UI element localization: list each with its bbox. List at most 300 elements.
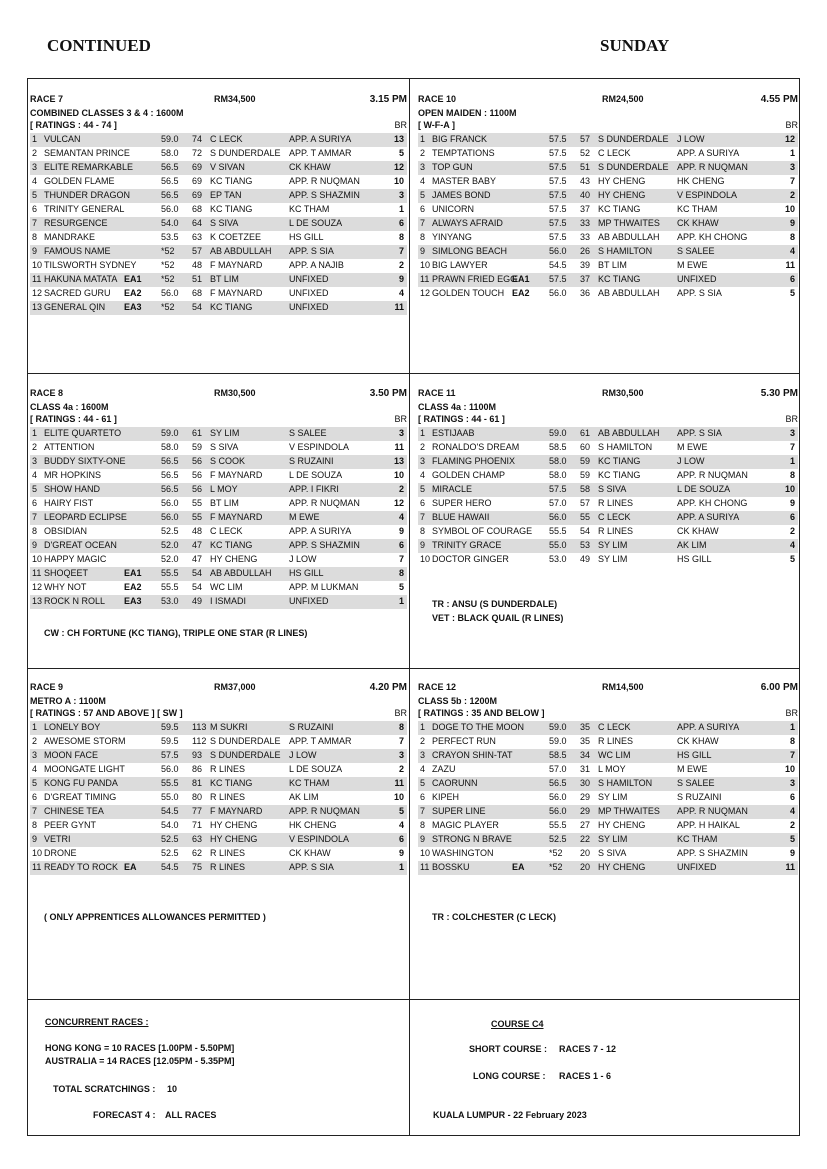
horse-rating: 35 [580,722,591,732]
jockey-name: C LECK [598,722,631,732]
horse-rating: 72 [192,148,203,158]
horse-number: 5 [420,190,426,200]
horse-rating: 57 [580,498,591,508]
trainer-name: J LOW [289,750,317,760]
horse-rating: 62 [192,848,203,858]
horse-weight: 56.0 [549,512,567,522]
horse-weight: 57.5 [549,232,567,242]
trainer-name: M EWE [289,512,320,522]
entry-tag: EA1 [512,274,530,284]
horse-number: 3 [32,750,38,760]
horse-weight: 59.0 [161,134,179,144]
horse-name: GOLDEN FLAME [44,176,115,186]
horse-rating: 47 [192,554,203,564]
horse-number: 12 [32,582,43,592]
jockey-name: S SIVA [210,442,239,452]
barrier-number: 6 [789,792,795,802]
barrier-number: 12 [393,162,404,172]
horse-number: 7 [420,806,426,816]
concurrent-australia: AUSTRALIA = 14 RACES [12.05PM - 5.35PM] [45,1056,235,1066]
horse-rating: 33 [580,232,591,242]
barrier-number: 1 [398,862,404,872]
horse-number: 9 [32,246,38,256]
barrier-number: 7 [789,750,795,760]
barrier-number: 11 [785,260,795,270]
jockey-name: KC TIANG [210,204,253,214]
short-course-value: RACES 7 - 12 [559,1044,617,1054]
jockey-name: SY LIM [598,834,628,844]
race-panel [418,682,798,875]
trainer-name: APP. R NUQMAN [677,162,748,172]
barrier-number: 5 [398,806,404,816]
barrier-number: 9 [398,526,404,536]
table-row [30,581,407,595]
race-prize: RM24,500 [602,94,644,104]
table-row [30,133,407,147]
table-row [418,427,798,441]
horse-number: 4 [32,470,38,480]
jockey-name: R LINES [598,498,634,508]
barrier-number: 8 [789,470,795,480]
horse-number: 2 [420,736,426,746]
trainer-name: APP. R NUQMAN [677,806,748,816]
race-time: 4.55 PM [760,94,798,105]
short-course-label: SHORT COURSE : [469,1044,548,1054]
trainer-name: J LOW [677,456,705,466]
horse-rating: 39 [580,260,591,270]
table-row [418,819,798,833]
barrier-number: 4 [398,512,404,522]
race-panel [418,388,798,567]
table-row [418,833,798,847]
trainer-name: HS GILL [677,750,712,760]
horse-number: 1 [420,134,426,144]
horse-name: PRAWN FRIED EGG [432,274,518,284]
horse-name: HAPPY MAGIC [44,554,107,564]
jockey-name: MP THWAITES [598,218,660,228]
horse-number: 6 [420,498,426,508]
jockey-name: F MAYNARD [210,512,263,522]
race-number: RACE 12 [418,682,457,692]
barrier-number: 1 [398,204,404,214]
horse-weight: 59.5 [161,736,179,746]
barrier-number: 11 [394,778,404,788]
venue-date: KUALA LUMPUR - 22 February 2023 [433,1110,587,1120]
horse-name: ELITE REMARKABLE [44,162,134,172]
jockey-name: AB ABDULLAH [210,568,272,578]
barrier-number: 2 [398,260,404,270]
horse-weight: 55.5 [161,568,179,578]
trainer-name: CK KHAW [677,736,719,746]
race-time: 3.15 PM [369,94,407,105]
table-row [30,441,407,455]
horse-name: SYMBOL OF COURAGE [432,526,533,536]
horse-number: 7 [420,218,426,228]
horse-weight: 53.0 [161,596,179,606]
trainer-name: APP. S SHAZMIN [289,190,360,200]
barrier-number: 9 [398,274,404,284]
horse-rating: 26 [580,246,591,256]
trainer-name: UNFIXED [289,288,329,298]
horse-weight: 55.0 [549,540,567,550]
barrier-header: BR [785,120,798,130]
horse-weight: 59.5 [161,722,179,732]
jockey-name: L MOY [210,484,238,494]
table-row [30,287,407,301]
horse-number: 9 [420,246,426,256]
trainer-name: KC THAM [677,834,718,844]
table-row [30,847,407,861]
trainer-name: S SALEE [677,246,715,256]
horse-name: MASTER BABY [432,176,497,186]
trainer-name: HK CHENG [677,176,725,186]
table-row [30,567,407,581]
barrier-number: 8 [398,568,404,578]
concurrent-hong-kong: HONG KONG = 10 RACES [1.00PM - 5.50PM] [45,1043,235,1053]
horse-name: SUPER LINE [432,806,486,816]
horse-number: 6 [420,792,426,802]
entry-tag: EA2 [124,582,142,592]
jockey-name: F MAYNARD [210,260,263,270]
barrier-number: 2 [789,190,795,200]
horse-weight: 58.0 [161,442,179,452]
horse-rating: 59 [192,442,203,452]
horse-weight: 57.5 [549,134,567,144]
horse-name: WASHINGTON [432,848,494,858]
horse-rating: 27 [580,820,591,830]
horse-number: 2 [32,442,38,452]
horse-number: 11 [420,274,430,284]
trainer-name: APP. R NUQMAN [289,498,360,508]
barrier-number: 7 [398,246,404,256]
barrier-number: 7 [398,554,404,564]
horse-name: MOON FACE [44,750,99,760]
race-class: METRO A : 1100M [30,696,106,706]
table-row [30,175,407,189]
horse-weight: 59.0 [549,722,567,732]
table-row [30,161,407,175]
race-time: 3.50 PM [369,388,407,399]
horse-name: FLAMING PHOENIX [432,456,516,466]
horse-rating: 56 [192,470,203,480]
table-row [418,539,798,553]
horse-rating: 60 [580,442,591,452]
trainer-name: APP. A SURIYA [677,722,740,732]
table-row [418,161,798,175]
horse-name: SHOW HAND [44,484,100,494]
jockey-name: MP THWAITES [598,806,660,816]
table-row [418,259,798,273]
table-row [418,483,798,497]
horse-rating: 43 [580,176,591,186]
trainer-name: APP. T AMMAR [289,736,352,746]
horse-name: READY TO ROCK [44,862,119,872]
horse-rating: 55 [580,512,591,522]
barrier-number: 10 [784,764,795,774]
horse-name: UNICORN [432,204,474,214]
horse-name: ROCK N ROLL [44,596,106,606]
race-prize: RM34,500 [214,94,256,104]
horse-name: MANDRAKE [44,232,96,242]
barrier-number: 8 [398,722,404,732]
horse-weight: 56.0 [161,288,179,298]
table-row [418,273,798,287]
concurrent-races-title: CONCURRENT RACES : [45,1017,149,1027]
table-row [418,791,798,805]
table-row [30,203,407,217]
race-ratings: [ W-F-A ] [418,120,455,130]
horse-number: 11 [32,274,42,284]
long-course-label: LONG COURSE : [473,1071,546,1081]
horse-weight: 55.5 [549,526,567,536]
barrier-number: 3 [398,190,404,200]
table-row [30,217,407,231]
barrier-number: 3 [398,750,404,760]
jockey-name: HY CHENG [598,862,646,872]
horse-weight: 56.0 [161,204,179,214]
horse-weight: 56.0 [549,246,567,256]
jockey-name: SY LIM [598,540,628,550]
horse-weight: *52 [161,302,175,312]
horse-rating: 86 [192,764,203,774]
entry-tag: EA [124,862,137,872]
horse-number: 6 [420,204,426,214]
trainer-name: S RUZAINI [289,456,334,466]
jockey-name: KC TIANG [210,778,253,788]
barrier-number: 13 [393,456,404,466]
barrier-number: 3 [398,428,404,438]
horse-rating: 29 [580,806,591,816]
jockey-name: KC TIANG [598,470,641,480]
race-class: COMBINED CLASSES 3 & 4 : 1600M [30,108,184,118]
horse-name: MAGIC PLAYER [432,820,499,830]
race-ratings: [ RATINGS : 44 - 61 ] [30,414,117,424]
horse-number: 10 [420,848,431,858]
barrier-number: 7 [398,736,404,746]
table-row [30,735,407,749]
horse-name: HAIRY FIST [44,498,94,508]
horse-rating: 93 [192,750,203,760]
horse-rating: 30 [580,778,591,788]
horse-name: ELITE QUARTETO [44,428,122,438]
barrier-number: 12 [393,498,404,508]
jockey-name: C LECK [598,512,631,522]
horse-number: 1 [32,722,38,732]
jockey-name: EP TAN [210,190,242,200]
trainer-name: APP. A SURIYA [677,512,740,522]
jockey-name: S DUNDERDALE [210,148,281,158]
barrier-number: 3 [789,778,795,788]
horse-weight: 56.0 [549,806,567,816]
horse-weight: 52.0 [161,554,179,564]
race-time: 6.00 PM [760,682,798,693]
barrier-number: 4 [789,540,795,550]
horse-name: KIPEH [432,792,460,802]
barrier-header: BR [394,414,407,424]
horse-name: TRINITY GRACE [432,540,502,550]
barrier-number: 8 [789,736,795,746]
jockey-name: SY LIM [598,554,628,564]
race-ratings: [ RATINGS : 57 AND ABOVE ] [ SW ] [30,708,183,718]
horse-number: 5 [32,778,38,788]
horse-number: 5 [420,778,426,788]
horse-rating: 64 [192,218,203,228]
trainer-name: UNFIXED [677,274,717,284]
trainer-name: HK CHENG [289,820,337,830]
trainer-name: UNFIXED [289,302,329,312]
jockey-name: BT LIM [210,498,239,508]
barrier-header: BR [394,708,407,718]
jockey-name: HY CHENG [598,190,646,200]
barrier-number: 11 [394,442,404,452]
jockey-name: KC TIANG [210,540,253,550]
horse-rating: 56 [192,456,203,466]
horse-number: 3 [420,162,426,172]
jockey-name: F MAYNARD [210,288,263,298]
horse-name: D'GREAT TIMING [44,792,117,802]
trainer-name: CK KHAW [677,218,719,228]
jockey-name: SY LIM [598,792,628,802]
table-row [30,777,407,791]
trainer-name: J LOW [677,134,705,144]
entry-tag: EA2 [512,288,530,298]
horse-number: 3 [32,456,38,466]
trainer-name: APP. S SHAZMIN [289,540,360,550]
horse-number: 12 [32,288,43,298]
table-row [30,763,407,777]
trainer-name: L DE SOUZA [677,484,731,494]
horse-name: VULCAN [44,134,81,144]
table-row [418,133,798,147]
horse-number: 10 [32,260,43,270]
trainer-name: UNFIXED [677,862,717,872]
horse-name: LONELY BOY [44,722,101,732]
horse-number: 6 [32,204,38,214]
horse-number: 3 [32,162,38,172]
horse-weight: 59.0 [161,428,179,438]
horse-weight: 52.5 [161,526,179,536]
barrier-number: 10 [784,204,795,214]
trainer-name: L DE SOUZA [289,764,343,774]
barrier-number: 6 [398,834,404,844]
barrier-number: 9 [789,498,795,508]
race-panel [418,94,798,301]
horse-number: 6 [32,498,38,508]
horse-name: PEER GYNT [44,820,97,830]
horse-name: HAKUNA MATATA [44,274,118,284]
trainer-name: CK KHAW [677,526,719,536]
horse-weight: 58.0 [161,148,179,158]
table-row [30,511,407,525]
horse-rating: 56 [192,484,203,494]
trainer-name: APP. R NUQMAN [677,470,748,480]
jockey-name: HY CHENG [210,820,258,830]
horse-rating: 37 [580,274,591,284]
horse-rating: 59 [580,470,591,480]
jockey-name: KC TIANG [210,302,253,312]
horse-rating: 77 [192,806,203,816]
horse-number: 4 [420,470,426,480]
horse-number: 7 [32,218,38,228]
barrier-number: 5 [789,554,795,564]
trainer-name: APP. S SIA [677,288,722,298]
race-note: ( ONLY APPRENTICES ALLOWANCES PERMITTED ) [44,912,266,922]
horse-name: ZAZU [432,764,456,774]
table-row [30,483,407,497]
race-ratings: [ RATINGS : 44 - 74 ] [30,120,117,130]
jockey-name: C LECK [598,148,631,158]
barrier-number: 11 [785,862,795,872]
horse-rating: 33 [580,218,591,228]
horse-number: 5 [420,484,426,494]
horse-number: 9 [32,540,38,550]
jockey-name: KC TIANG [598,274,641,284]
horse-rating: 20 [580,848,591,858]
horse-name: FAMOUS NAME [44,246,111,256]
horse-weight: 57.0 [549,498,567,508]
horse-name: SACRED GURU [44,288,111,298]
barrier-header: BR [785,708,798,718]
horse-number: 12 [420,288,431,298]
barrier-number: 5 [789,834,795,844]
jockey-name: R LINES [210,792,246,802]
table-row [418,245,798,259]
horse-weight: 57.5 [549,274,567,284]
table-row [418,805,798,819]
horse-name: STRONG N BRAVE [432,834,512,844]
horse-weight: 58.5 [549,750,567,760]
barrier-number: 10 [393,792,404,802]
race-panel [30,682,407,875]
barrier-number: 4 [789,806,795,816]
jockey-name: S DUNDERDALE [598,134,669,144]
horse-rating: 55 [192,512,203,522]
horse-weight: 52.5 [161,834,179,844]
jockey-name: R LINES [210,848,246,858]
horse-number: 6 [32,792,38,802]
horse-weight: 57.5 [549,190,567,200]
horse-rating: 47 [192,540,203,550]
jockey-name: S DUNDERDALE [598,162,669,172]
table-row [418,217,798,231]
race-time: 5.30 PM [760,388,798,399]
horse-rating: 48 [192,260,203,270]
horse-name: ATTENTION [44,442,95,452]
horse-name: AWESOME STORM [44,736,126,746]
barrier-number: 8 [789,232,795,242]
horse-rating: 31 [580,764,591,774]
horse-name: LEOPARD ECLIPSE [44,512,127,522]
horse-rating: 58 [580,484,591,494]
horse-name: RONALDO'S DREAM [432,442,520,452]
jockey-name: M SUKRI [210,722,248,732]
race-class: OPEN MAIDEN : 1100M [418,108,517,118]
horse-number: 2 [420,442,426,452]
entry-tag: EA3 [124,302,142,312]
table-row [418,147,798,161]
horse-name: SUPER HERO [432,498,492,508]
horse-weight: 55.5 [549,820,567,830]
horse-rating: 52 [580,148,591,158]
horse-name: THUNDER DRAGON [44,190,131,200]
horse-number: 1 [420,722,426,732]
trainer-name: APP. S SIA [677,428,722,438]
horse-weight: 56.5 [161,470,179,480]
jockey-name: S SIVA [598,848,627,858]
table-row [30,539,407,553]
horse-rating: 63 [192,232,203,242]
race-prize: RM37,000 [214,682,256,692]
